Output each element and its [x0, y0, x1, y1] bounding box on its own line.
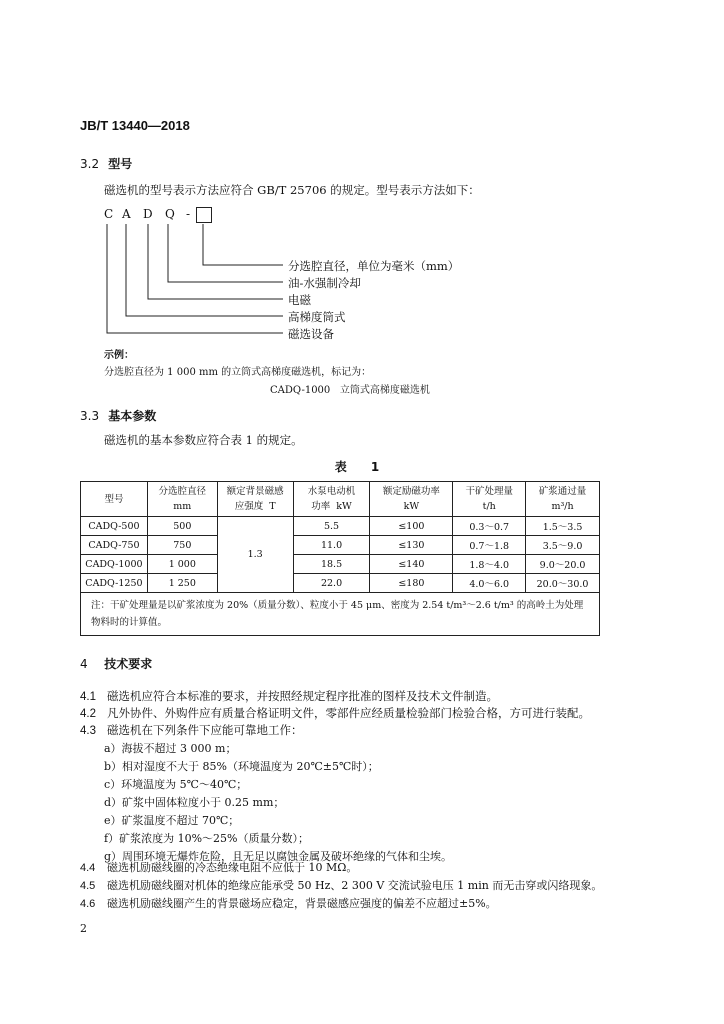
clause-number: 4.1 [80, 691, 96, 703]
model-letter-c: C [104, 207, 114, 221]
cell-pump-power: 5.5 [293, 517, 370, 536]
header-dry-ore-capacity: 干矿处理量 t/h [453, 482, 526, 517]
model-intro-text: 磁选机的型号表示方法应符合 GB/T 25706 的规定。型号表示方法如下： [104, 183, 480, 197]
cell-pump-power: 22.0 [293, 574, 370, 593]
page-number: 2 [80, 922, 87, 935]
cell-slurry-throughput: 1.5～3.5 [526, 517, 600, 536]
cell-slurry-throughput: 9.0～20.0 [526, 555, 600, 574]
section-title: 基本参数 [108, 409, 157, 423]
model-letter-q: Q [165, 207, 175, 221]
label-high-gradient: 高梯度筒式 [288, 310, 346, 324]
example-mark: CADQ-1000 立筒式高梯度磁选机 [270, 385, 430, 396]
header-slurry-throughput: 矿浆通过量 m³/h [526, 482, 600, 517]
table-note-row [81, 593, 600, 636]
cell-diameter: 500 [147, 517, 217, 536]
condition-b: b）相对湿度不大于 85%（环境温度为 20℃±5℃时）； [104, 760, 379, 773]
basic-parameters-table [80, 481, 600, 636]
header-induction: 额定背景磁感 应强度 T [217, 482, 293, 517]
section-number: 3.3 [80, 409, 100, 423]
example-text: 分选腔直径为 1 000 mm 的立筒式高梯度磁选机，标记为： [104, 367, 372, 378]
line-magnetic-equipment [107, 224, 283, 333]
cell-diameter: 1 250 [147, 574, 217, 593]
section-4-heading [80, 655, 152, 672]
line-high-gradient [126, 224, 283, 316]
condition-e: e）矿浆温度不超过 70℃； [104, 814, 240, 827]
model-dash: - [186, 207, 191, 221]
header-excitation-power: 额定励磁功率 kW [370, 482, 453, 517]
table-header-row [81, 482, 600, 517]
clause-text: 磁选机在下列条件下应能可靠地工作： [107, 723, 303, 737]
header-pump-power: 水泵电动机 功率 kW [293, 482, 370, 517]
cell-dry-ore-capacity: 0.3～0.7 [453, 517, 526, 536]
clause-number: 4.6 [80, 898, 96, 910]
cell-excitation-power: ≤140 [370, 555, 453, 574]
condition-f: f）矿浆浓度为 10%～25%（质量分数）； [104, 832, 309, 845]
requirement-4-1 [80, 688, 498, 704]
cell-pump-power: 11.0 [293, 536, 370, 555]
table-row [81, 517, 600, 536]
clause-number: 4.2 [80, 708, 96, 720]
condition-g: g）周围环境无爆炸危险，且无足以腐蚀金属及破坏绝缘的气体和尘埃。 [104, 850, 453, 863]
cell-diameter: 750 [147, 536, 217, 555]
clause-text: 磁选机应符合本标准的要求，并按照经规定程序批准的图样及技术文件制造。 [107, 689, 498, 703]
condition-a: a）海拔不超过 3 000 m； [104, 742, 237, 755]
label-magnetic-equipment: 磁选设备 [288, 327, 334, 341]
condition-d: d）矿浆中固体粒度小于 0.25 mm； [104, 796, 285, 809]
clause-number: 4.3 [80, 725, 96, 737]
section-3-3-heading [80, 407, 156, 424]
standard-number: JB/T 13440—2018 [80, 118, 190, 133]
section-title: 型号 [108, 157, 133, 171]
cell-diameter: 1 000 [147, 555, 217, 574]
clause-number: 4.5 [80, 880, 96, 892]
clause-number: 4.4 [80, 862, 96, 874]
table-row [81, 574, 600, 593]
cell-dry-ore-capacity: 0.7～1.8 [453, 536, 526, 555]
line-cooling [168, 224, 283, 282]
cell-dry-ore-capacity: 4.0～6.0 [453, 574, 526, 593]
section-number: 3.2 [80, 157, 100, 171]
clause-text: 凡外协件、外购件应有质量合格证明文件，零部件应经质量检验部门检验合格，方可进行装配。 [107, 706, 590, 720]
example-label: 示例： [104, 350, 134, 361]
cell-slurry-throughput: 3.5～9.0 [526, 536, 600, 555]
model-letter-d: D [143, 207, 153, 221]
model-letter-a: A [122, 207, 131, 221]
section-number: 4 [80, 657, 88, 671]
requirement-4-6 [80, 895, 497, 911]
cell-slurry-throughput: 20.0～30.0 [526, 574, 600, 593]
label-cooling: 油-水强制冷却 [288, 276, 361, 290]
table-row [81, 536, 600, 555]
requirement-4-3 [80, 722, 303, 738]
table-row [81, 555, 600, 574]
cell-dry-ore-capacity: 1.8～4.0 [453, 555, 526, 574]
clause-text: 磁选机励磁线圈对机体的绝缘应能承受 50 Hz、2 300 V 交流试验电压 1 min 而无击穿或闪络现象。 [107, 879, 603, 892]
requirement-4-2 [80, 705, 590, 721]
label-electromagnetic: 电磁 [288, 293, 311, 307]
cell-pump-power: 18.5 [293, 555, 370, 574]
table-note: 注：干矿处理量是以矿浆浓度为 20%（质量分数）、粒度小于 45 μm、密度为 2.54 t/m³～2.6 t/m³ 的高岭土为处理物料时的计算值。 [81, 593, 600, 636]
clause-text: 磁选机励磁线圈的冷态绝缘电阻不应低于 10 MΩ。 [107, 861, 358, 874]
header-model: 型号 [81, 482, 148, 517]
cell-excitation-power: ≤130 [370, 536, 453, 555]
cell-model: CADQ-750 [81, 536, 148, 555]
params-intro-text: 磁选机的基本参数应符合表 1 的规定。 [104, 433, 303, 447]
line-diameter [203, 224, 283, 265]
section-title: 技术要求 [104, 657, 153, 671]
label-diameter: 分选腔直径，单位为毫米（mm） [288, 259, 460, 273]
cell-induction: 1.3 [217, 517, 293, 593]
condition-c: c）环境温度为 5℃～40℃； [104, 778, 248, 791]
table-title: 表 1 [334, 460, 390, 474]
requirement-4-5 [80, 877, 602, 893]
cell-model: CADQ-500 [81, 517, 148, 536]
clause-text: 磁选机励磁线圈产生的背景磁场应稳定，背景磁感应强度的偏差不应超过±5%。 [107, 897, 497, 910]
cell-excitation-power: ≤100 [370, 517, 453, 536]
cell-model: CADQ-1000 [81, 555, 148, 574]
requirement-4-4 [80, 859, 357, 875]
cell-excitation-power: ≤180 [370, 574, 453, 593]
cell-model: CADQ-1250 [81, 574, 148, 593]
header-diameter: 分选腔直径 mm [147, 482, 217, 517]
